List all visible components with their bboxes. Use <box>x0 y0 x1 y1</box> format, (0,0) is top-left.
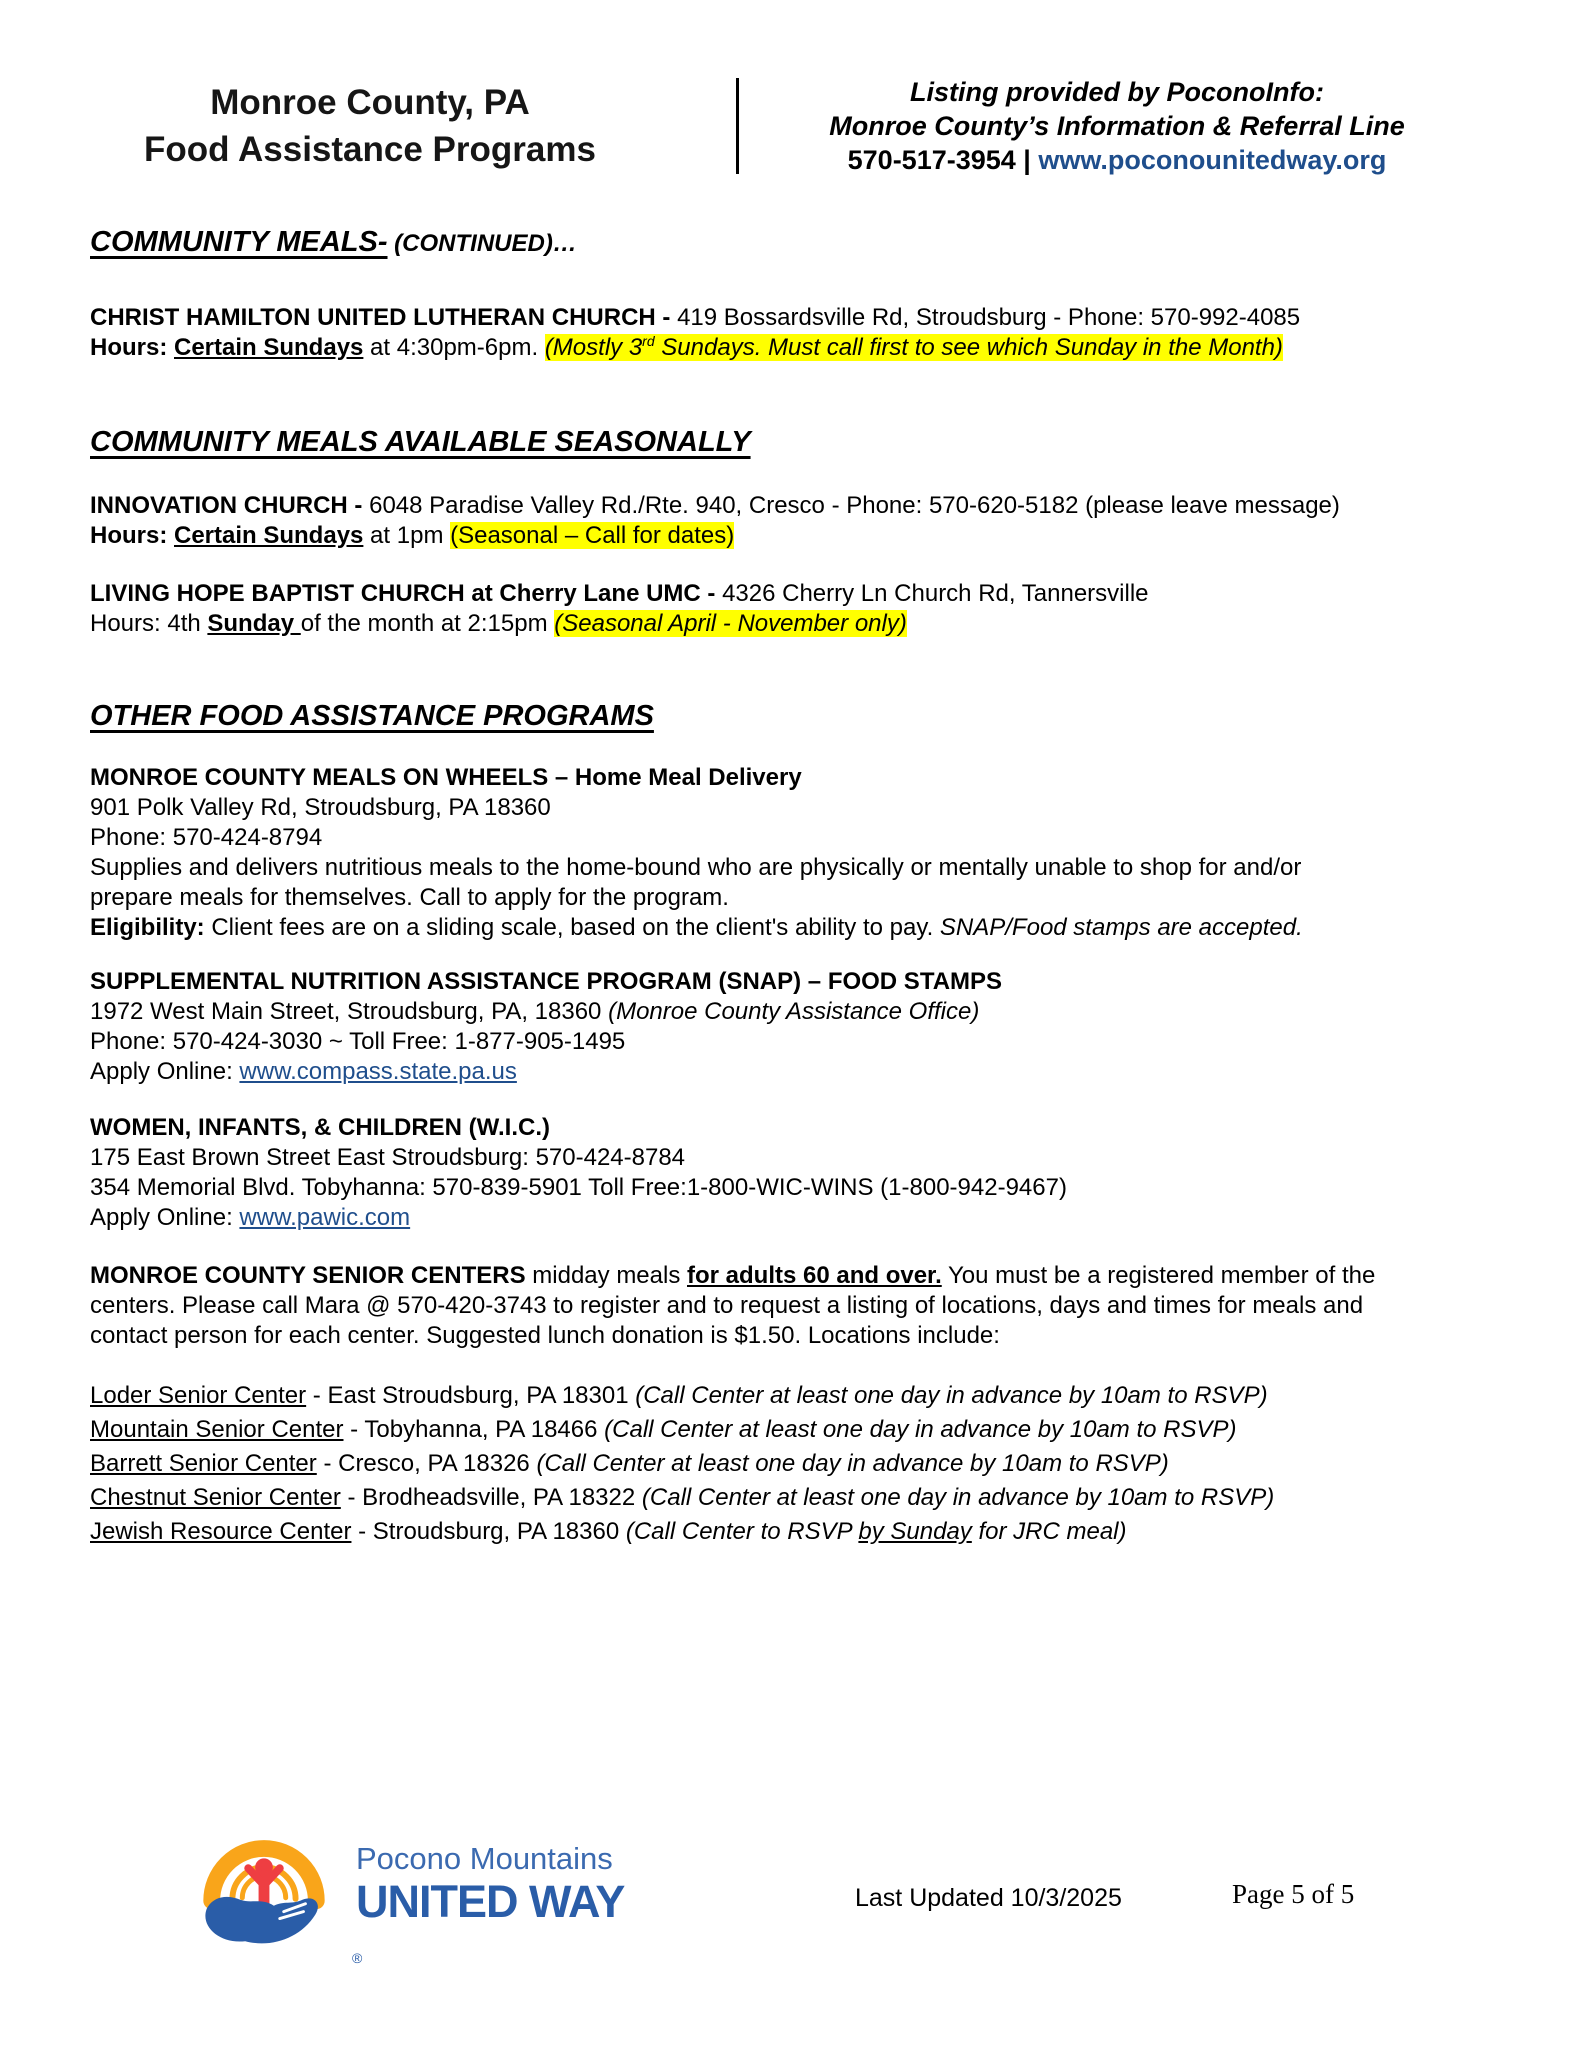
entry-hours-line: Hours: Certain Sundays at 4:30pm-6pm. (Mostly 3rd Sundays. Must call first to see which Sunday in the Month) <box>90 333 1283 361</box>
list-item: Loder Senior Center - East Stroudsburg, PA 18301 (Call Center at least one day in advance by 10am to RSVP) <box>90 1382 1268 1409</box>
document-header <box>90 75 1495 177</box>
united-way-logo-text <box>356 1841 624 1927</box>
provider-website-link[interactable]: www.poconounitedway.org <box>1038 145 1387 175</box>
org-name: SUPPLEMENTAL NUTRITION ASSISTANCE PROGRAM (SNAP) – FOOD STAMPS <box>90 968 1003 995</box>
page-number: Page 5 of 5 <box>1232 1879 1355 1909</box>
pawic-link[interactable]: www.pawic.com <box>239 1204 411 1231</box>
center-name: Chestnut Senior Center <box>90 1484 341 1511</box>
org-address: 6048 Paradise Valley Rd./Rte. 940, Cresco - Phone: 570-620-5182 (please leave message) <box>369 492 1340 519</box>
list-item: Mountain Senior Center - Tobyhanna, PA 18466 (Call Center at least one day in advance by 10am to RSVP) <box>90 1416 1237 1443</box>
section-heading-other-programs: OTHER FOOD ASSISTANCE PROGRAMS <box>90 700 654 732</box>
center-location: Brodheadsville, PA 18322 <box>362 1484 642 1511</box>
entry-senior-centers <box>90 1261 1495 1351</box>
highlighted-note: (Mostly 3rd Sundays. Must call first to see which Sunday in the Month) <box>544 333 1283 361</box>
list-item: Jewish Resource Center - Stroudsburg, PA 18360 (Call Center to RSVP by Sunday for JRC meal) <box>90 1518 1127 1545</box>
title-line-1: Monroe County, PA <box>210 83 530 122</box>
org-address: 901 Polk Valley Rd, Stroudsburg, PA 18360 <box>90 794 551 821</box>
entry-wic <box>90 1113 1495 1233</box>
org-phone: Phone: 570-424-8794 <box>90 824 323 851</box>
entry-title-line <box>90 303 1495 333</box>
center-name: Jewish Resource Center <box>90 1518 352 1545</box>
senior-centers-list <box>90 1379 1495 1549</box>
center-name: Loder Senior Center <box>90 1382 307 1409</box>
entry-title-line <box>90 579 1495 609</box>
center-location: Tobyhanna, PA 18466 <box>364 1416 605 1443</box>
highlighted-note: (Seasonal April - November only) <box>554 610 907 637</box>
entry-title-line <box>90 491 1495 521</box>
document-footer <box>0 1795 1583 1995</box>
org-name: WOMEN, INFANTS, & CHILDREN (W.I.C.) <box>90 1114 550 1141</box>
highlighted-note: (Seasonal – Call for dates) <box>450 522 735 549</box>
org-apply-line: Apply Online: www.compass.state.pa.us <box>90 1058 517 1085</box>
org-name: MONROE COUNTY SENIOR CENTERS <box>90 1262 526 1289</box>
entry-hours-line: Hours: Certain Sundays at 1pm (Seasonal – Call for dates) <box>90 522 735 549</box>
org-address: 419 Bossardsville Rd, Stroudsburg - Phone: 570-992-4085 <box>677 304 1301 331</box>
provider-contact <box>739 143 1495 177</box>
org-description-line: prepare meals for themselves. Call to apply for the program. <box>90 884 729 911</box>
org-name: CHRIST HAMILTON UNITED LUTHERAN CHURCH - <box>90 304 678 331</box>
org-address-line: 354 Memorial Blvd. Tobyhanna: 570-839-5901 Toll Free:1-800-WIC-WINS (1-800-942-9467) <box>90 1174 1067 1201</box>
org-apply-line: Apply Online: www.pawic.com <box>90 1204 411 1231</box>
united-way-logo-icon <box>190 1813 338 1955</box>
org-eligibility-line: Eligibility: Client fees are on a sliding scale, based on the client's ability to pay. SNAP/Food stamps are accepted. <box>90 914 1303 941</box>
org-name: LIVING HOPE BAPTIST CHURCH at Cherry Lane UMC - <box>90 580 723 607</box>
org-name: MONROE COUNTY MEALS ON WHEELS – Home Meal Delivery <box>90 764 802 791</box>
senior-centers-line: MONROE COUNTY SENIOR CENTERS midday meals for adults 60 and over. You must be a registered member of the <box>90 1262 1376 1289</box>
registered-mark: ® <box>352 1950 363 1966</box>
list-item: Chestnut Senior Center - Brodheadsville, PA 18322 (Call Center at least one day in advance by 10am to RSVP) <box>90 1484 1275 1511</box>
provider-line-1: Listing provided by PoconoInfo: <box>910 77 1324 107</box>
united-way-logo <box>190 1813 624 1955</box>
center-note: (Call Center at least one day in advance by 10am to RSVP) <box>641 1484 1275 1511</box>
center-note: (Call Center to RSVP by Sunday for JRC meal) <box>625 1518 1127 1545</box>
entry-christ-hamilton <box>90 303 1495 363</box>
provider-phone: 570-517-3954 <box>847 145 1016 175</box>
entry-meals-on-wheels <box>90 763 1495 943</box>
senior-centers-line: centers. Please call Mara @ 570-420-3743 to register and to request a listing of locations, days and times for meals and <box>90 1292 1364 1319</box>
list-item: Barrett Senior Center - Cresco, PA 18326 (Call Center at least one day in advance by 10am to RSVP) <box>90 1450 1169 1477</box>
center-location: Cresco, PA 18326 <box>338 1450 537 1477</box>
entry-snap <box>90 967 1495 1087</box>
org-address: 4326 Cherry Ln Church Rd, Tannersville <box>722 580 1149 607</box>
center-location: Stroudsburg, PA 18360 <box>372 1518 626 1545</box>
section-heading-seasonal-meals: COMMUNITY MEALS AVAILABLE SEASONALLY <box>90 426 751 458</box>
center-name: Barrett Senior Center <box>90 1450 317 1477</box>
center-note: (Call Center at least one day in advance by 10am to RSVP) <box>604 1416 1237 1443</box>
document-title <box>90 79 650 173</box>
org-address-line: 175 East Brown Street East Stroudsburg: 570-424-8784 <box>90 1144 686 1171</box>
org-description-line: Supplies and delivers nutritious meals to the home-bound who are physically or mentally unable to shop for and/or <box>90 854 1302 881</box>
provider-line-2: Monroe County’s Information & Referral Line <box>829 111 1405 141</box>
logo-line-pocono: Pocono Mountains <box>356 1841 613 1876</box>
entry-hours-line: Hours: 4th Sunday of the month at 2:15pm (Seasonal April - November only) <box>90 610 907 637</box>
title-line-2: Food Assistance Programs <box>144 130 596 169</box>
provider-block <box>739 75 1495 177</box>
last-updated-text: Last Updated 10/3/2025 <box>855 1884 1122 1912</box>
center-location: East Stroudsburg, PA 18301 <box>327 1382 636 1409</box>
center-note: (Call Center at least one day in advance by 10am to RSVP) <box>536 1450 1169 1477</box>
org-address-line: 1972 West Main Street, Stroudsburg, PA, 18360 (Monroe County Assistance Office) <box>90 998 980 1025</box>
center-name: Mountain Senior Center <box>90 1416 344 1443</box>
org-name: INNOVATION CHURCH - <box>90 492 370 519</box>
entry-innovation-church <box>90 491 1495 551</box>
compass-link[interactable]: www.compass.state.pa.us <box>239 1058 517 1085</box>
center-note: (Call Center at least one day in advance by 10am to RSVP) <box>635 1382 1268 1409</box>
entry-living-hope <box>90 579 1495 639</box>
section-heading-community-meals-continued: COMMUNITY MEALS- (CONTINUED)… <box>90 226 577 258</box>
logo-line-united-way: UNITED WAY <box>356 1876 625 1927</box>
senior-centers-line: contact person for each center. Suggested lunch donation is $1.50. Locations include: <box>90 1322 1000 1349</box>
org-phone: Phone: 570-424-3030 ~ Toll Free: 1-877-905-1495 <box>90 1028 626 1055</box>
provider-separator: | <box>1015 145 1039 175</box>
